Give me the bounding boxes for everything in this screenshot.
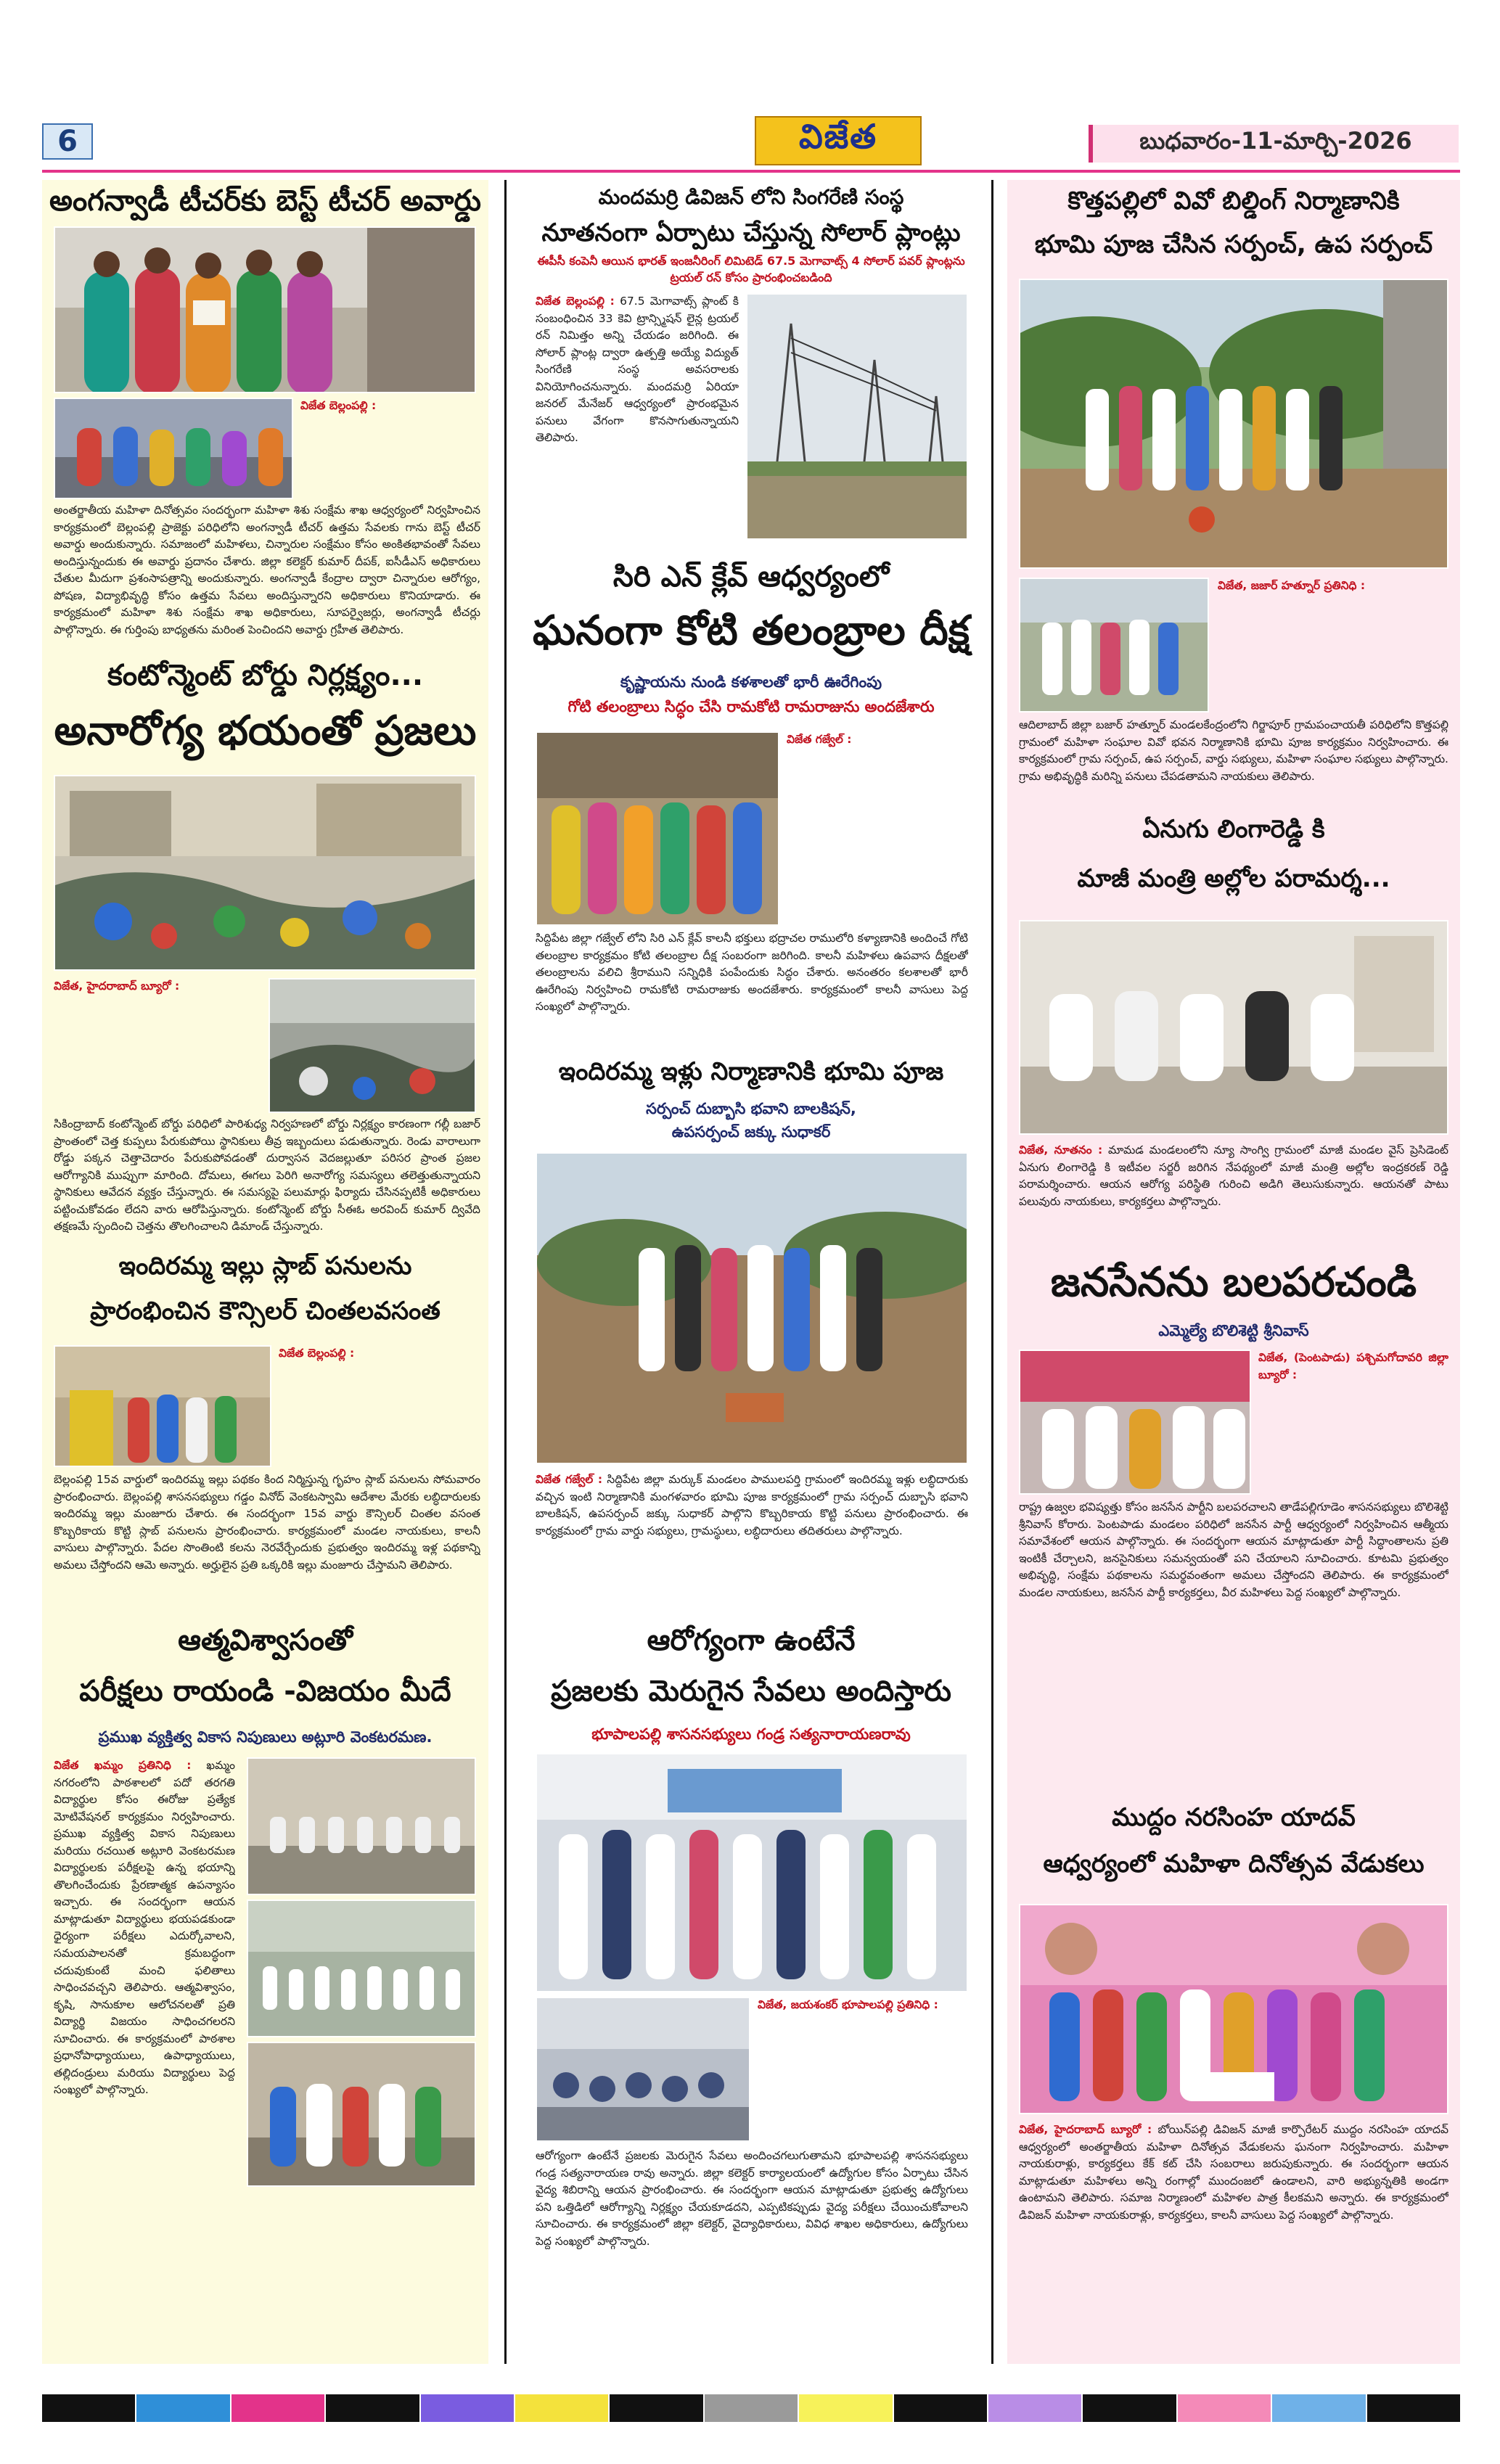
article-body: అంతర్జాతీయ మహిళా దినోత్సవం సందర్భంగా మహిళా శిశు సంక్షేమ శాఖ ఆధ్వర్యంలో నిర్వహించిన కార్యక్రమంలో బెల్లంపల్లి ప్రాజెక్టు పరిధిలోని అంగన్వాడీ టీచర్ ఉత్తమ సేవలకు గాను బెస్ట్ టీచర్ అవార్డు అందుకున్నారు. సమాజంలో మహిళలు, చిన్నారుల సంక్షేమం కోసం అంకితభావంతో సేవలు అందిస్తున్నందుకు ఈ అవార్డు ప్రదానం చేశారు. జిల్లా కలెక్టర్ కుమార్ దీపక్, ఐసీడీఎస్ అధికారులు చేతుల మీదుగా ప్రశంసాపత్రాన్ని అందుకున్నారు. అంగన్వాడీ కేంద్రాల ద్వారా చిన్నారుల ఆరోగ్యం, పోషణ, విద్యాభివృద్ధి కోసం ఉత్తమ సేవలు అందిస్తున్నారని అధికారులు కొనియాడారు. ఈ కార్యక్రమంలో మహిళా శిశు సంక్షేమ శాఖ అధికారులు, సూపర్వైజర్లు, అంగన్వాడీ టీచర్లు పాల్గొన్నారు. ఈ గుర్తింపు బాధ్యతను మరింత పెంచిందని అవార్డు గ్రహీత తెలిపారు. — [54, 504, 480, 636]
article-headline: ఆధ్వర్యంలో మహిళా దినోత్సవ వేడుకలు — [1043, 1849, 1425, 1878]
article-headline: జనసేనను బలపరచండి — [1050, 1259, 1417, 1306]
health-camp-audience-photo — [536, 1997, 750, 2142]
article-headline: అంగన్వాడీ టీచర్‌కు బెస్ట్ టీచర్ అవార్డు — [49, 184, 482, 218]
article-headline: ముద్దం నరసింహ యాదవ్ — [1112, 1803, 1356, 1832]
article-body-text: బోయిన్‌పల్లి డివిజన్ మాజీ కార్పొరేటర్ ముద్దం నరసింహ యాదవ్ ఆధ్వర్యంలో అంతర్జాతీయ మహిళా దినోత్సవ వేడుకలను ఘనంగా నిర్వహించారు. మహిళా నాయకురాళ్లు, కార్యకర్తలు కేక్ కట్ చేసి సంబరాలు జరుపుకున్నారు. ఈ సందర్భంగా ఆయన మాట్లాడుతూ మహిళలు అన్ని రంగాల్లో ముందంజలో ఉండాలని, వారి అభ్యున్నతికి అండగా ఉంటామని తెలిపారు. సమాజ నిర్మాణంలో మహిళల పాత్ర కీలకమని అన్నారు. ఈ కార్యక్రమంలో డివిజన్ మహిళా నాయకురాళ్లు, కార్యకర్తలు, కాలనీ వాసులు పెద్ద సంఖ్యలో పాల్గొన్నారు. — [1019, 2123, 1448, 2222]
article-intro — [1258, 1350, 1448, 1495]
article-body: రాష్ట్ర ఉజ్వల భవిష్యత్తు కోసం జనసేన పార్టీని బలపరచాలని తాడేపల్లిగూడెం శాసనసభ్యులు బొలిశెట్టి శ్రీనివాస్ కోరారు. పెంటపాడు మండలం పరిధిలో జనసేన పార్టీ ఆధ్వర్యంలో నిర్వహించిన ఆత్మీయ సమావేశంలో ఆయన పాల్గొన్నారు. ఈ సందర్భంగా ఆయన మాట్లాడుతూ పార్టీ సిద్ధాంతాలను ప్రతి ఇంటికీ చేర్చాలని, జనసైనికులు సమన్వయంతో పని చేయాలని సూచించారు. కూటమి ప్రభుత్వం అభివృద్ధి, సంక్షేమ పథకాలను సమర్థవంతంగా అమలు చేస్తోందని తెలిపారు. ఈ కార్యక్రమంలో మండల నాయకులు, జనసేన పార్టీ కార్యకర్తలు, వీర మహిళలు పెద్ద సంఖ్యలో పాల్గొన్నారు. — [1019, 1500, 1448, 1599]
article-body — [536, 1471, 968, 1609]
article-body — [1019, 1142, 1448, 1251]
article-subhead: ఈపీసీ కంపెనీ ఆయిన భారత్ ఇంజనీరింగ్ లిమిటెడ్ 67.5 మెగావాట్స్ 4 సోలార్ పవర్ ప్లాంట్లను ట్రయల్ రన్ కోసం ప్రారంభించబడింది — [537, 254, 965, 284]
article-intro — [787, 731, 968, 926]
pooja-ritual-photo — [1019, 578, 1209, 712]
article-headline: ప్రజలకు మెరుగైన సేవలు అందిస్తారు — [551, 1675, 951, 1708]
article-headline: ఇందిరమ్మ ఇళ్లు నిర్మాణానికి భూమి పూజ — [558, 1057, 944, 1086]
right-column — [1007, 180, 1460, 2364]
article-dateline: విజేత బెల్లంపల్లి : — [300, 399, 377, 412]
article-dateline: విజేత, హైదరాబాద్ బ్యూరో : — [54, 980, 180, 993]
swatch-black — [894, 2394, 987, 2422]
swatch-yellow — [515, 2394, 608, 2422]
issue-date: బుధవారం-11-మార్చి-2026 — [1089, 125, 1459, 163]
article-dateline: విజేత, హైదరాబాద్ బ్యూరో : — [1019, 2123, 1152, 2136]
color-registration-bar — [42, 2394, 1460, 2422]
swatch-black — [42, 2394, 135, 2422]
article-body: ఆరోగ్యంగా ఉంటేనే ప్రజలకు మెరుగైన సేవలు అందించగలుగుతామని భూపాలపల్లి శాసనసభ్యులు గండ్ర సత్యనారాయణ రావు అన్నారు. జిల్లా కలెక్టర్ కార్యాలయంలో ఉద్యోగుల కోసం ఏర్పాటు చేసిన వైద్య శిబిరాన్ని ఆయన ప్రారంభించారు. ఈ సందర్భంగా ఆయన మాట్లాడుతూ ప్రభుత్వ ఉద్యోగులు పని ఒత్తిడిలో ఆరోగ్యాన్ని నిర్లక్ష్యం చేయకూడదని, ఎప్పటికప్పుడు వైద్య పరీక్షలు చేయించుకోవాలని సూచించారు. ఈ కార్యక్రమంలో జిల్లా కలెక్టర్, వైద్యాధికారులు, వివిధ శాఖల అధికారులు, ఉద్యోగులు పెద్ద సంఖ్యలో పాల్గొన్నారు. — [536, 2149, 968, 2248]
swatch-magenta — [231, 2394, 324, 2422]
article-body — [54, 1757, 235, 2352]
procession-photo — [536, 731, 779, 926]
swatch-pink — [1178, 2394, 1271, 2422]
article-headline: కంటోన్మెంట్ బోర్డు నిర్లక్ష్యం... — [107, 659, 424, 692]
swatch-yellow — [799, 2394, 892, 2422]
swatch-black — [1367, 2394, 1460, 2422]
article-headline: ఘనంగా కోటి తలంబ్రాల దీక్ష — [533, 607, 970, 654]
article-dateline: విజేత, నూతనం : — [1019, 1143, 1103, 1157]
garbage-street-photo — [54, 775, 476, 971]
article-body: ఆదిలాబాద్ జిల్లా బజార్ హత్నూర్ మండలకేంద్రంలోని గిర్జాపూర్ గ్రామపంచాయతీ పరిధిలోని కొత్తపల్లి గ్రామంలో మహిళా సంఘాల వివో భవన నిర్మాణానికి భూమి పూజ కార్యక్రమం నిర్వహించారు. ఈ కార్యక్రమంలో గ్రామ సర్పంచ్, ఉప సర్పంచ్, వార్డు సభ్యులు, మహిళా సంఘాల సభ్యులు పాల్గొన్నారు. గ్రామ అభివృద్ధికి మరిన్ని పనులు చేపడతామని నాయకులు తెలిపారు. — [1019, 718, 1448, 783]
article-subhead: గోటి తలంబ్రాలు సిద్ధం చేసి రామకోటి రామరాజును అందజేశారు — [567, 698, 935, 715]
article-body: సిద్దిపేట జిల్లా గజ్వేల్ లోని సిరి ఎన్ క్లేవ్ కాలనీ భక్తులు భద్రాచల రాములోరి కళ్యాణానికి అందించే గోటి తలంబ్రాల కార్యక్రమం కోటి తలంబ్రాల దీక్ష సంబరంగా జరిగింది. కాలనీ మహిళలు ఉపవాస దీక్షలతో తలంబ్రాలను వలిచి శ్రీరాముని సన్నిధికి పంపేందుకు సిద్ధం చేశారు. అనంతరం కలశాలతో భారీ ఊరేగింపు నిర్వహించి రామకోటి రామరాజుకు అందజేశారు. కార్యక్రమంలో కాలనీ వాసులు పెద్ద సంఖ్యలో పాల్గొన్నారు. — [536, 932, 968, 1014]
womens-day-celebration-photo — [1019, 1904, 1448, 2114]
article-headline: ఆత్మవిశ్వాసంతో — [178, 1624, 353, 1657]
column-divider — [991, 180, 993, 2364]
swatch-cyan — [136, 2394, 229, 2422]
article-headline: ప్రారంభించిన కౌన్సిలర్ చింతలవసంత — [90, 1297, 440, 1326]
article-intro — [1218, 578, 1448, 712]
article-headline: పరీక్షలు రాయండి -విజయం మీదే — [79, 1675, 451, 1708]
article-intro — [54, 978, 257, 1109]
article-subhead: భూపాలపల్లి శాసనసభ్యులు గండ్ర సత్యనారాయణరావు — [591, 1725, 911, 1743]
article-dateline: విజేత గజ్వేల్ : — [536, 1473, 603, 1486]
power-line-photo — [746, 293, 968, 540]
article-subhead: ఎమ్మెల్యే బొలిశెట్టి శ్రీనివాస్ — [1158, 1322, 1309, 1339]
swatch-black — [326, 2394, 419, 2422]
health-camp-photo — [536, 1753, 968, 1992]
article-dateline: విజేత బెల్లంపల్లి : — [536, 295, 615, 308]
article-body-text: 67.5 మెగావాట్స్ ప్లాంట్ కి సంబంధించిన 33 కెవి ట్రాన్స్మిషన్ లైన్ల ట్రయల్ రన్ నిమిత్తం అన్ని చేయడం జరిగింది. ఈ సోలార్ ప్లాంట్ల ద్వారా ఉత్పత్తి అయ్యే విద్యుత్ సింగరేణి సంస్థ అవసరాలకు వినియోగించనున్నారు. మందమర్రి ఏరియా జనరల్ మేనేజర్ ఆధ్వర్యంలో ప్రారంభమైన పనులు వేగంగా కొనసాగుతున్నాయని తెలిపారు. — [536, 295, 739, 445]
minister-visit-photo — [1019, 920, 1448, 1135]
article-headline: భూమి పూజ చేసిన సర్పంచ్, ఉప సర్పంచ్ — [1034, 230, 1433, 259]
article-body-text: సిద్దిపేట జిల్లా మర్కుక్ మండలం పాములపర్తి గ్రామంలో ఇందిరమ్మ ఇళ్లు లబ్ధిదారుకు వచ్చిన ఇంటి నిర్మాణానికి మంగళవారం భూమి పూజ కార్యక్రమంలో గ్రామ సర్పంచ్ దుబ్బాసి భవాని బాలకిషన్, ఉపసర్పంచ్ జక్కు సుధాకర్ పాల్గొని కొబ్బరికాయ కొట్టి పనులు ప్రారంభించారు. ఈ కార్యక్రమంలో గ్రామ వార్డు సభ్యులు, గ్రామస్థులు, లబ్ధిదారులు తదితరులు పాల్గొన్నారు. — [536, 1473, 968, 1537]
janasena-meeting-photo — [1019, 1350, 1251, 1495]
article-body-text: మామడ మండలంలోని న్యూ సాంగ్వి గ్రామంలో మాజీ మండల వైస్ ప్రెసిడెంట్ ఏనుగు లింగారెడ్డి కి ఇటీవల సర్జరీ జరిగిన నేపథ్యంలో మాజీ మంత్రి అల్లోల ఇంద్రకరణ్ రెడ్డి పరామర్శించారు. ఆయన ఆరోగ్య పరిస్థితి గురించి అడిగి తెలుసుకున్నారు. ఆయనతో పాటు పలువురు నాయకులు, కార్యకర్తలు పాల్గొన్నారు. — [1019, 1143, 1448, 1208]
swatch-black — [1083, 2394, 1176, 2422]
article-dateline: విజేత ఖమ్మం ప్రతినిధి : — [54, 1759, 192, 1772]
article-subhead: కృష్ణాయను నుండి కళశాలతో భారీ ఊరేగింపు — [620, 673, 882, 691]
garbage-roadside-photo — [269, 978, 476, 1113]
article-intro — [758, 1997, 968, 2142]
article-headline: మాజీ మంత్రి అల్లోల పరామర్శ... — [1077, 864, 1390, 893]
left-column — [42, 180, 488, 2364]
header-rule — [42, 170, 1460, 173]
award-group-photo — [54, 226, 476, 393]
article-headline: అనారోగ్య భయంతో ప్రజలు — [54, 707, 477, 755]
article-headline: నూతనంగా ఏర్పాటు చేస్తున్న సోలార్ ప్లాంట్లు — [541, 218, 961, 247]
article-body — [1019, 2122, 1448, 2354]
article-dateline: విజేత, (పెంటపాడు) పశ్చిమగోదావరి జిల్లా బ్యూరో : — [1258, 1351, 1448, 1381]
article-headline: సిరి ఎన్ క్లేవ్ ఆధ్వర్యంలో — [612, 560, 890, 594]
classroom-photo — [247, 1757, 476, 1895]
slab-work-photo — [54, 1345, 271, 1467]
swatch-light-blue — [1272, 2394, 1365, 2422]
teachers-group-photo — [247, 2042, 476, 2187]
award-ceremony-photo — [54, 398, 293, 499]
article-subhead: సర్పంచ్ దుబ్బాసి భవాని బాలకిషన్, — [646, 1100, 856, 1117]
middle-column — [522, 180, 980, 2364]
masthead-logo — [755, 116, 922, 165]
article-dateline: విజేత బెల్లంపల్లి : — [279, 1347, 355, 1360]
students-assembly-photo — [247, 1900, 476, 2037]
article-body: సికింద్రాబాద్ కంటోన్మెంట్ బోర్డు పరిధిలో పారిశుధ్య నిర్వహణలో బోర్డు నిర్లక్ష్యం కారణంగా గల్లీ బజార్ ప్రాంతంలో చెత్త కుప్పలు పేరుకుపోయి స్థానికులు తీవ్ర ఇబ్బందులు పడుతున్నారు. రెండు వారాలుగా రోడ్డు పక్కన చెత్తాచెదారం పేరుకుపోవడంతో దుర్వాసన వెదజల్లుతూ పరిసర ప్రాంత ప్రజల ఆరోగ్యానికి ముప్పుగా మారింది. దోమలు, ఈగలు పెరిగి అనారోగ్య సమస్యలు తలెత్తుతున్నాయని స్థానికులు ఆవేదన వ్యక్తం చేస్తున్నారు. ఈ సమస్యపై పలుమార్లు ఫిర్యాదు చేసినప్పటికీ అధికారులు పట్టించుకోవడం లేదని వారు ఆరోపిస్తున్నారు. కంటోన్మెంట్ బోర్డు సీఈఓ అరవింద్ కుమార్ ద్వివేది తక్షణమే స్పందించి చెత్తను తొలగించాలని డిమాండ్ చేస్తున్నారు. — [54, 1117, 480, 1233]
article-dateline: విజేత, జయశంకర్ భూపాలపల్లి ప్రతినిధి : — [758, 1998, 938, 2011]
swatch-black — [610, 2394, 702, 2422]
article-body-text: ఖమ్మం నగరంలోని పాఠశాలలో పదో తరగతి విద్యార్థుల కోసం ఈరోజు ప్రత్యేక మోటివేషనల్ కార్యక్రమం నిర్వహించారు. ప్రముఖ వ్యక్తిత్వ వికాస నిపుణులు మరియు రచయిత అట్లూరి వెంకటరమణ విద్యార్థులకు పరీక్షలపై ఉన్న భయాన్ని తొలగించేందుకు ప్రేరణాత్మక ఉపన్యాసం ఇచ్చారు. ఈ సందర్భంగా ఆయన మాట్లాడుతూ విద్యార్థులు భయపడకుండా ధైర్యంగా పరీక్షలు ఎదుర్కోవాలని, సమయపాలనతో క్రమబద్ధంగా చదువుకుంటే మంచి ఫలితాలు సాధించవచ్చని తెలిపారు. ఆత్మవిశ్వాసం, కృషి, సానుకూల ఆలోచనలతో ప్రతి విద్యార్థి విజయం సాధించగలరని సూచించారు. ఈ కార్యక్రమంలో పాఠశాల ప్రధానోపాధ్యాయులు, ఉపాధ్యాయులు, తల్లిదండ్రులు మరియు విద్యార్థులు పెద్ద సంఖ్యలో పాల్గొన్నారు. — [54, 1759, 235, 2097]
article-body: బెల్లంపల్లి 15వ వార్డులో ఇందిరమ్మ ఇల్లు పథకం కింద నిర్మిస్తున్న గృహం స్లాబ్ పనులను సోమవారం ప్రారంభించారు. బెల్లంపల్లి శాసనసభ్యులు గడ్డం వినోద్ వెంకటస్వామి ఆదేశాల మేరకు లబ్ధిదారులకు ఇందిరమ్మ ఇల్లు మంజూరు చేశారు. ఈ సందర్భంగా 15వ వార్డు కౌన్సిలర్ చింతల వసంత కొబ్బరికాయ కొట్టి స్లాబ్ పనులను ప్రారంభించారు. కార్యక్రమంలో మండల నాయకులు, కాలనీ వాసులు పాల్గొన్నారు. పేదల సొంతింటి కలను నెరవేర్చేందుకు ప్రభుత్వం ఇందిరమ్మ ఇళ్ల పథకాన్ని అమలు చేస్తోందని ఆమె అన్నారు. అర్హులైన ప్రతి ఒక్కరికి ఇల్లు మంజూరు చేస్తామని తెలిపారు. — [54, 1473, 480, 1572]
article-subhead: ప్రముఖ వ్యక్తిత్వ వికాస నిపుణులు అట్లూరి వెంకటరమణ. — [98, 1728, 433, 1746]
bhoomi-pooja-photo — [536, 1152, 968, 1464]
article-body — [536, 293, 739, 547]
swatch-violet — [421, 2394, 514, 2422]
vo-building-pooja-photo — [1019, 279, 1448, 569]
article-dateline: విజేత గజ్వేల్ : — [787, 733, 852, 746]
column-divider — [504, 180, 507, 2364]
article-intro — [279, 1345, 480, 1467]
article-headline: ఇందిరమ్మ ఇల్లు స్లాబ్ పనులను — [118, 1252, 412, 1281]
article-headline: ఆరోగ్యంగా ఉంటేనే — [647, 1624, 856, 1657]
article-kicker: మందమర్రి డివిజన్ లోని సింగరేణి సంస్థ — [598, 185, 904, 209]
article-intro — [300, 398, 480, 499]
article-dateline: విజేత, జజార్ హత్నూర్ ప్రతినిధి : — [1218, 579, 1366, 592]
swatch-lavender — [988, 2394, 1081, 2422]
page-number: 6 — [42, 123, 93, 160]
article-headline: ఏనుగు లింగారెడ్డి కి — [1142, 815, 1325, 844]
masthead-title: విజేత — [798, 117, 878, 156]
article-headline: కొత్తపల్లిలో వివో బిల్డింగ్ నిర్మాణానికి — [1067, 186, 1400, 215]
swatch-gray — [705, 2394, 798, 2422]
article-subhead: ఉపసర్పంచ్ జక్కు సుధాకర్ — [671, 1123, 831, 1141]
